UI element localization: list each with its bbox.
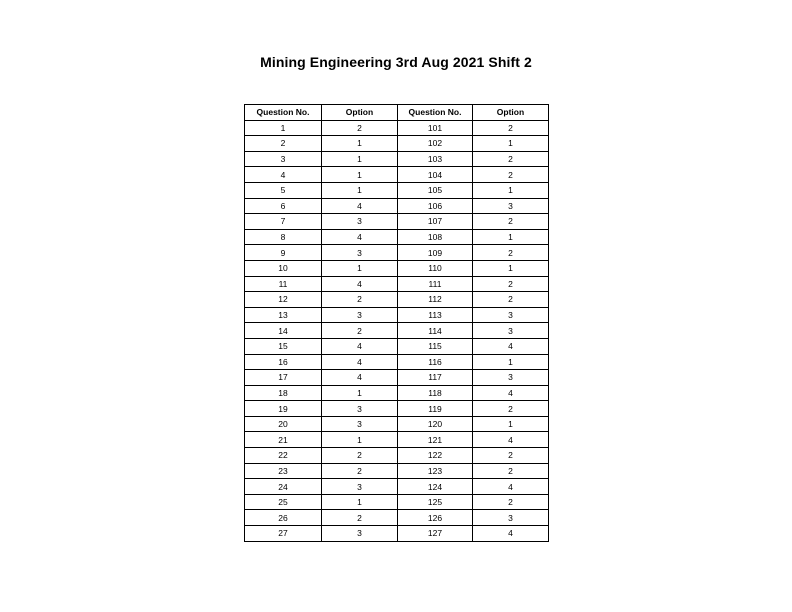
header-row: [245, 105, 549, 121]
table-row: [245, 167, 549, 183]
option-cell: 3: [322, 401, 398, 417]
option-cell: 2: [473, 151, 549, 167]
table-row: [245, 198, 549, 214]
option-cell: 1: [322, 494, 398, 510]
table-row: [245, 448, 549, 464]
question-no-cell: 116: [398, 354, 473, 370]
question-no-cell: 12: [245, 292, 322, 308]
question-no-cell: 24: [245, 479, 322, 495]
answer-key-table: [244, 104, 549, 542]
option-cell: 4: [322, 229, 398, 245]
column-header-option-left: Option: [322, 105, 398, 121]
option-cell: 1: [473, 182, 549, 198]
question-no-cell: 123: [398, 463, 473, 479]
question-no-cell: 7: [245, 214, 322, 230]
question-no-cell: 104: [398, 167, 473, 183]
option-cell: 3: [322, 416, 398, 432]
option-cell: 1: [473, 416, 549, 432]
question-no-cell: 107: [398, 214, 473, 230]
question-no-cell: 127: [398, 526, 473, 542]
table-row: [245, 338, 549, 354]
option-cell: 2: [473, 448, 549, 464]
option-cell: 1: [322, 136, 398, 152]
question-no-cell: 3: [245, 151, 322, 167]
table-body: [245, 120, 549, 541]
table-row: [245, 494, 549, 510]
question-no-cell: 10: [245, 260, 322, 276]
option-cell: 2: [322, 120, 398, 136]
table-row: [245, 385, 549, 401]
question-no-cell: 106: [398, 198, 473, 214]
question-no-cell: 117: [398, 370, 473, 386]
option-cell: 3: [322, 479, 398, 495]
column-header-question-no-right: Question No.: [398, 105, 473, 121]
question-no-cell: 1: [245, 120, 322, 136]
question-no-cell: 124: [398, 479, 473, 495]
table-row: [245, 432, 549, 448]
table-row: [245, 354, 549, 370]
table-header: [245, 105, 549, 121]
table-row: [245, 229, 549, 245]
question-no-cell: 17: [245, 370, 322, 386]
question-no-cell: 113: [398, 307, 473, 323]
question-no-cell: 2: [245, 136, 322, 152]
question-no-cell: 114: [398, 323, 473, 339]
question-no-cell: 101: [398, 120, 473, 136]
option-cell: 4: [473, 338, 549, 354]
option-cell: 1: [322, 432, 398, 448]
table-row: [245, 245, 549, 261]
question-no-cell: 20: [245, 416, 322, 432]
question-no-cell: 6: [245, 198, 322, 214]
question-no-cell: 18: [245, 385, 322, 401]
question-no-cell: 13: [245, 307, 322, 323]
table-row: [245, 416, 549, 432]
question-no-cell: 26: [245, 510, 322, 526]
question-no-cell: 118: [398, 385, 473, 401]
option-cell: 2: [322, 510, 398, 526]
table-row: [245, 120, 549, 136]
option-cell: 1: [322, 182, 398, 198]
question-no-cell: 16: [245, 354, 322, 370]
question-no-cell: 27: [245, 526, 322, 542]
table-row: [245, 136, 549, 152]
option-cell: 4: [322, 354, 398, 370]
option-cell: 4: [322, 370, 398, 386]
option-cell: 1: [322, 260, 398, 276]
question-no-cell: 21: [245, 432, 322, 448]
question-no-cell: 11: [245, 276, 322, 292]
option-cell: 2: [322, 448, 398, 464]
option-cell: 1: [322, 167, 398, 183]
table-row: [245, 151, 549, 167]
question-no-cell: 122: [398, 448, 473, 464]
question-no-cell: 8: [245, 229, 322, 245]
option-cell: 4: [473, 526, 549, 542]
option-cell: 4: [473, 432, 549, 448]
question-no-cell: 25: [245, 494, 322, 510]
option-cell: 3: [473, 198, 549, 214]
question-no-cell: 103: [398, 151, 473, 167]
table-row: [245, 292, 549, 308]
question-no-cell: 121: [398, 432, 473, 448]
table-row: [245, 370, 549, 386]
option-cell: 2: [473, 167, 549, 183]
question-no-cell: 4: [245, 167, 322, 183]
option-cell: 1: [322, 385, 398, 401]
option-cell: 1: [473, 229, 549, 245]
table-row: [245, 260, 549, 276]
question-no-cell: 126: [398, 510, 473, 526]
option-cell: 4: [322, 198, 398, 214]
option-cell: 2: [322, 323, 398, 339]
question-no-cell: 105: [398, 182, 473, 198]
option-cell: 2: [322, 463, 398, 479]
question-no-cell: 109: [398, 245, 473, 261]
question-no-cell: 19: [245, 401, 322, 417]
option-cell: 3: [473, 370, 549, 386]
table-row: [245, 182, 549, 198]
table-row: [245, 463, 549, 479]
question-no-cell: 125: [398, 494, 473, 510]
option-cell: 2: [473, 276, 549, 292]
question-no-cell: 115: [398, 338, 473, 354]
column-header-question-no-left: Question No.: [245, 105, 322, 121]
option-cell: 2: [473, 463, 549, 479]
option-cell: 2: [473, 245, 549, 261]
question-no-cell: 15: [245, 338, 322, 354]
question-no-cell: 119: [398, 401, 473, 417]
question-no-cell: 120: [398, 416, 473, 432]
table-row: [245, 323, 549, 339]
option-cell: 3: [473, 510, 549, 526]
question-no-cell: 108: [398, 229, 473, 245]
option-cell: 1: [322, 151, 398, 167]
question-no-cell: 14: [245, 323, 322, 339]
table-row: [245, 479, 549, 495]
option-cell: 3: [322, 526, 398, 542]
question-no-cell: 112: [398, 292, 473, 308]
option-cell: 4: [322, 276, 398, 292]
table-row: [245, 276, 549, 292]
option-cell: 1: [473, 354, 549, 370]
option-cell: 3: [322, 307, 398, 323]
option-cell: 2: [473, 120, 549, 136]
option-cell: 2: [473, 214, 549, 230]
question-no-cell: 111: [398, 276, 473, 292]
option-cell: 2: [473, 494, 549, 510]
question-no-cell: 5: [245, 182, 322, 198]
question-no-cell: 23: [245, 463, 322, 479]
question-no-cell: 9: [245, 245, 322, 261]
option-cell: 3: [473, 307, 549, 323]
table-row: [245, 214, 549, 230]
option-cell: 3: [473, 323, 549, 339]
option-cell: 2: [473, 292, 549, 308]
table-row: [245, 510, 549, 526]
option-cell: 4: [473, 385, 549, 401]
table-row: [245, 401, 549, 417]
option-cell: 1: [473, 260, 549, 276]
question-no-cell: 110: [398, 260, 473, 276]
table-row: [245, 526, 549, 542]
column-header-option-right: Option: [473, 105, 549, 121]
table-row: [245, 307, 549, 323]
option-cell: 1: [473, 136, 549, 152]
question-no-cell: 102: [398, 136, 473, 152]
option-cell: 4: [322, 338, 398, 354]
option-cell: 4: [473, 479, 549, 495]
option-cell: 2: [322, 292, 398, 308]
option-cell: 2: [473, 401, 549, 417]
option-cell: 3: [322, 245, 398, 261]
question-no-cell: 22: [245, 448, 322, 464]
page-title: Mining Engineering 3rd Aug 2021 Shift 2: [260, 54, 532, 70]
option-cell: 3: [322, 214, 398, 230]
